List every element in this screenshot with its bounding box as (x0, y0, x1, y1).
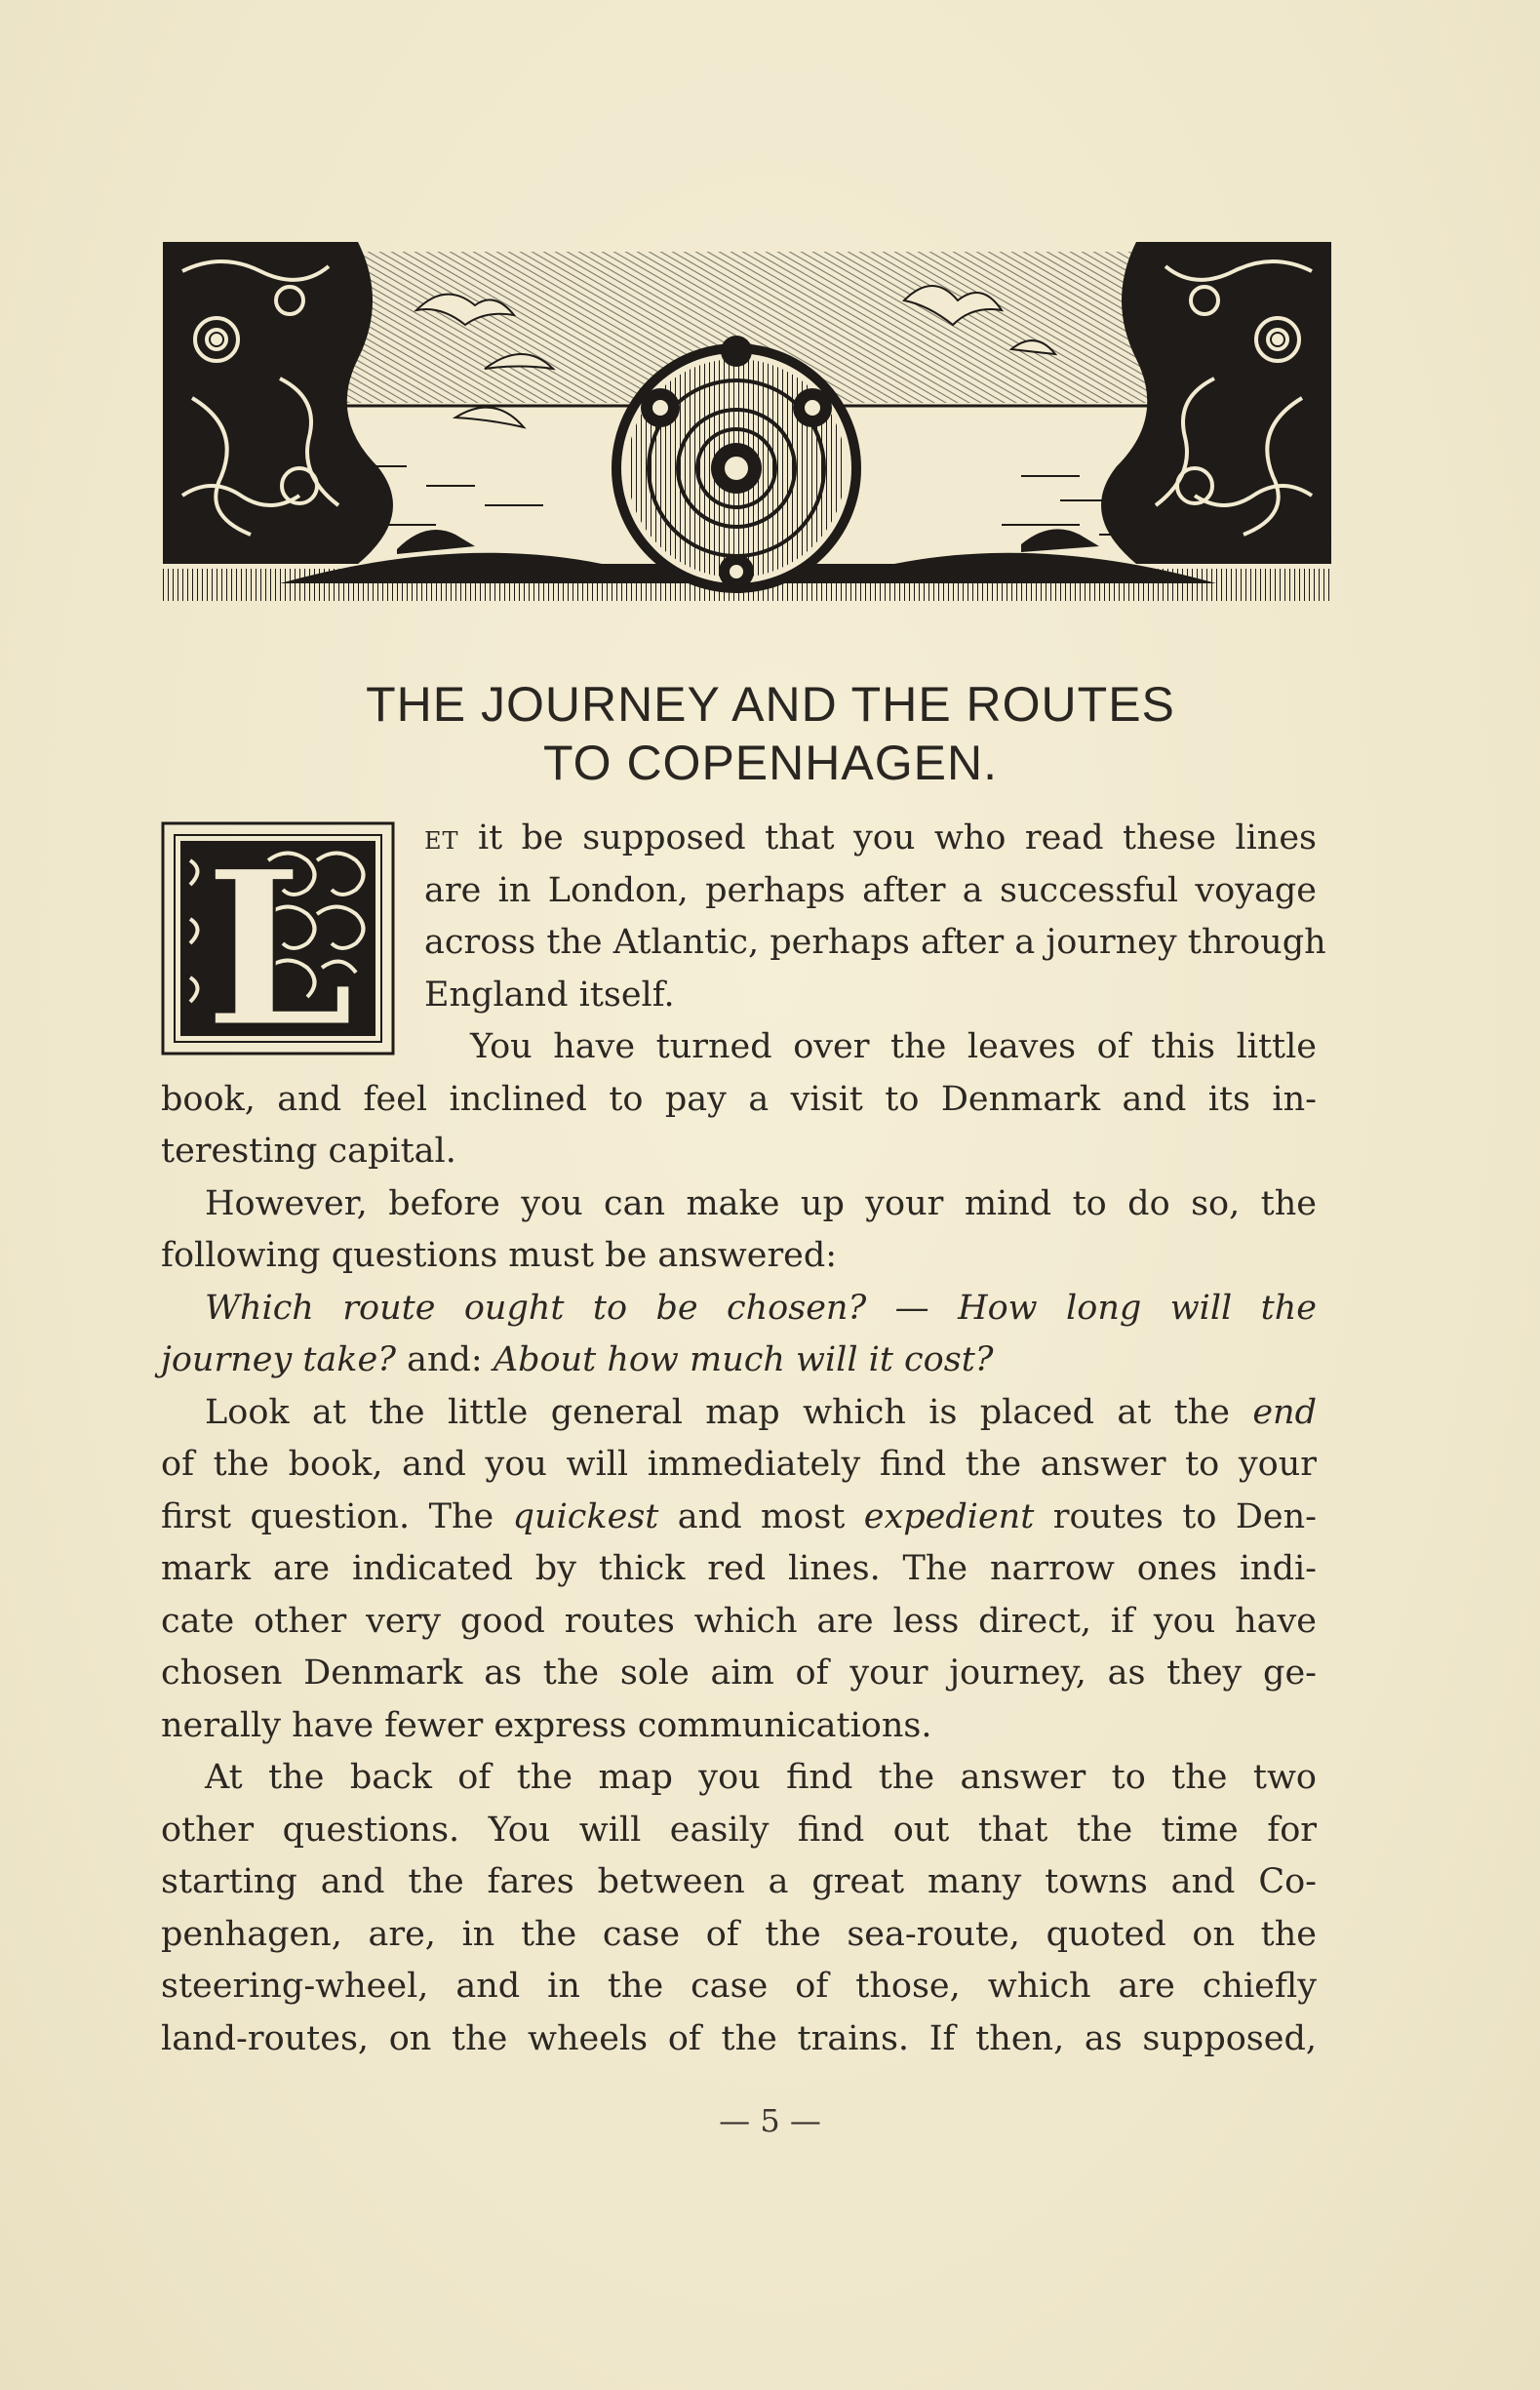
chapter-title-line-2: TO COPENHAGEN. (543, 736, 998, 790)
header-illustration (163, 242, 1331, 601)
text-segment: routes to Den- (1034, 1496, 1317, 1536)
text-line: However, before you can make up your mind to do so, the (205, 1183, 1317, 1223)
chapter-title-line-1: THE JOURNEY AND THE ROUTES (366, 677, 1175, 732)
small-caps-word: ET (424, 827, 459, 855)
text-segment: and: (395, 1340, 494, 1379)
text-line: of the book, and you will immediately find the answer to your (161, 1445, 1317, 1484)
text-segment: it be supposed that you who read these lines (477, 818, 1317, 857)
text-line (161, 1334, 1317, 1387)
text-segment: first question. The (161, 1496, 513, 1536)
text-segment: and most (658, 1496, 864, 1536)
text-line (161, 1387, 1317, 1440)
text-line: teresting capital. (161, 1132, 456, 1171)
text-line: land-routes, on the wheels of the trains. If then, as supposed, (161, 2018, 1317, 2058)
text-line: starting and the fares between a great many towns and Co- (161, 1862, 1317, 1901)
text-line: England itself. (424, 975, 675, 1015)
text-segment: Look at the little general map which is placed at the (205, 1392, 1253, 1432)
text-line: chosen Denmark as the sole aim of your journey, as they ge- (161, 1653, 1317, 1693)
text-line: other questions. You will easily find out that the time for (161, 1810, 1317, 1850)
text-line: steering-wheel, and in the case of those, which are chiefly (161, 1967, 1317, 2006)
text-line: mark are indicated by thick red lines. The narrow ones indi- (161, 1549, 1317, 1588)
text-line (161, 813, 1317, 865)
italic-question: journey take? (161, 1340, 396, 1379)
body-text (161, 813, 1326, 2065)
page-number: — 5 — (719, 2102, 821, 2139)
text-line: cate other very good routes which are less direct, if you have (161, 1601, 1317, 1641)
text-line: across the Atlantic, perhaps after a journey through (424, 923, 1326, 962)
italic-word: quickest (512, 1496, 659, 1536)
text-line (161, 1283, 1317, 1335)
drop-cap-letter: L (204, 822, 355, 1056)
text-line: You have turned over the leaves of this little (470, 1027, 1317, 1066)
text-line: are in London, perhaps after a successful voyage (424, 870, 1317, 910)
text-line: penhagen, are, in the case of the sea-route, quoted on the (161, 1914, 1317, 1954)
italic-question: Which route ought to be chosen? — How long will the (205, 1288, 1317, 1328)
italic-word: end (1252, 1392, 1317, 1432)
text-line: At the back of the map you find the answer to the two (205, 1758, 1317, 1797)
text-line: nerally have fewer express communications. (161, 1705, 932, 1745)
chapter-title (195, 675, 1346, 792)
italic-word: expedient (863, 1496, 1035, 1536)
italic-question: About how much will it cost? (493, 1340, 994, 1379)
text-line: book, and feel inclined to pay a visit to Denmark and its in- (161, 1079, 1317, 1119)
text-line: following questions must be answered: (161, 1236, 838, 1275)
text-line (161, 1492, 1317, 1544)
